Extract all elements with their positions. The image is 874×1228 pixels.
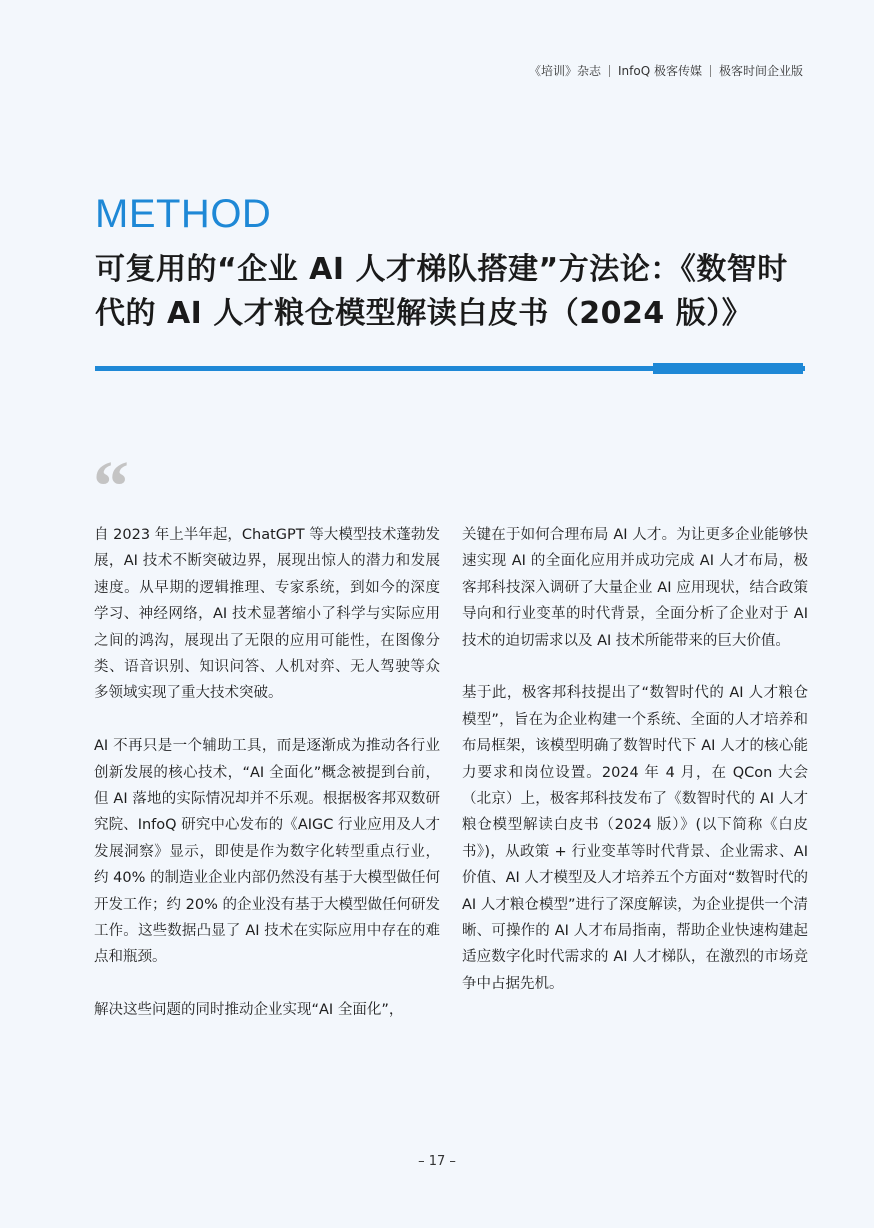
header-magazine: 《培训》杂志 — [528, 64, 601, 78]
page-title: 可复用的“企业 AI 人才梯队搭建”方法论：《数智时代的 AI 人才粮仓模型解读白皮书（2024 版）》 — [95, 252, 788, 331]
paragraph: 自 2023 年上半年起，ChatGPT 等大模型技术蓬勃发展，AI 技术不断突破边界，展现出惊人的潜力和发展速度。从早期的逻辑推理、专家系统，到如今的深度学习、神经网络，AI 技术显著缩小了科学与实际应用之间的鸿沟，展现出了无限的应用可能性，在图像分类、语音识别、知识问答、人机对弈、无人驾驶等众多领域实现了重大技术突破。 — [94, 527, 440, 702]
header-edition: 极客时间企业版 — [718, 64, 803, 78]
paragraph: 解决这些问题的同时推动企业实现“AI 全面化”， — [94, 1002, 404, 1019]
page-number: – 17 – — [418, 1154, 456, 1169]
running-header — [529, 62, 803, 79]
title-underline-accent — [653, 363, 803, 374]
section-label: METHOD — [95, 192, 272, 236]
paragraph: 基于此，极客邦科技提出了“数智时代的 AI 人才粮仓模型”，旨在为企业构建一个系统、全面的人才培养和布局框架，该模型明确了数智时代下 AI 人才的核心能力要求和岗位设置。2024 年 4 月，在 QCon 大会（北京）上，极客邦科技发布了《数智时代的 AI 人才粮仓模型解读白皮书（2024 版）》(以下简称《白皮书》)，从政策 + 行业变革等时代背景、企业需求、AI 价值、AI 人才模型及人才培养五个方面对“数智时代的 AI 人才粮仓模型”进行了深度解读，为企业提供一个清晰、可操作的 AI 人才布局指南，帮助企业快速构建起适应数字化时代需求的 AI 人才梯队，在激烈的市场竞争中占据先机。 — [462, 685, 808, 992]
header-publisher: InfoQ 极客传媒 — [618, 64, 702, 78]
header-divider — [609, 65, 610, 77]
body-column-right — [462, 522, 808, 1024]
paragraph: AI 不再只是一个辅助工具，而是逐渐成为推动各行业创新发展的核心技术，“AI 全面化”概念被提到台前，但 AI 落地的实际情况却并不乐观。根据极客邦双数研究院、InfoQ 研究中心发布的《AIGC 行业应用及人才发展洞察》显示，即使是作为数字化转型重点行业，约 40% 的制造业企业内部仍然没有基于大模型做任何开发工作；约 20% 的企业没有基于大模型做任何研发工作。这些数据凸显了 AI 技术在实际应用中存在的难点和瓶颈。 — [94, 738, 440, 966]
quote-icon: “ — [93, 446, 129, 526]
body-column-left — [94, 522, 440, 1050]
paragraph: 关键在于如何合理布局 AI 人才。为让更多企业能够快速实现 AI 的全面化应用并成功完成 AI 人才布局，极客邦科技深入调研了大量企业 AI 应用现状，结合政策导向和行业变革的时代背景，全面分析了企业对于 AI 技术的迫切需求以及 AI 技术所能带来的巨大价值。 — [462, 527, 808, 649]
header-divider — [710, 65, 711, 77]
